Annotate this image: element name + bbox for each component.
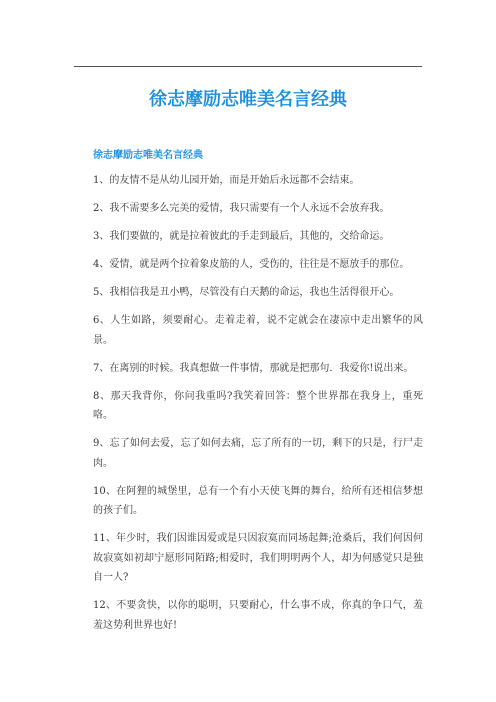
quote-paragraph: 2、我不需要多么完美的爱情，我只需要有一个人永远不会放弃我。 [93,203,390,214]
section-heading: 徐志摩励志唯美名言经典 [93,150,203,161]
quote-paragraph: 6、人生如路，须要耐心。走着走着，说不定就会在凄凉中走出繁华的风景。 [93,315,423,346]
quote-paragraph: 4、爱情，就是两个拉着象皮筋的人，受伤的，往往是不愿放手的那位。 [93,259,410,270]
quote-paragraph: 11、年少时，我们因谁因爱或是只因寂寞而同场起舞;沧桑后，我们何因何故寂寞如初却宁愿形同陌路;相爱时，我们明明两个人，却为何感觉只是独自一人? [93,533,423,583]
quote-paragraph: 5、我相信我是丑小鸭，尽管没有白天鹅的命运，我也生活得很开心。 [93,287,400,298]
quote-paragraph: 10、在阿狸的城堡里，总有一个有小天使飞舞的舞台，给所有还相信梦想的孩子们。 [93,485,423,516]
quote-paragraph: 9、忘了如何去爱，忘了如何去痛，忘了所有的一切，剩下的只是，行尸走肉。 [93,438,423,469]
quote-paragraph: 7、在离别的时候。我真想做一件事情，那就是把那句．我爱你!说出来。 [93,362,414,374]
quote-paragraph: 8、那天我背你，你问我重吗?我笑着回答：整个世界都在我身上，重死咯。 [93,390,423,421]
quote-paragraph: 12、不要贪快，以你的聪明，只要耐心，什么事不成，你真的争口气，羞羞这势利世界也好! [93,600,423,631]
quote-paragraph: 3、我们要做的，就是拉着彼此的手走到最后，其他的，交给命运。 [93,231,390,242]
quote-paragraph: 1、的友情不是从幼儿园开始，而是开始后永远都不会结束。 [93,175,360,186]
document-body [93,146,423,644]
document-title: 徐志摩励志唯美名言经典 [149,89,347,110]
header-rule [74,66,422,67]
